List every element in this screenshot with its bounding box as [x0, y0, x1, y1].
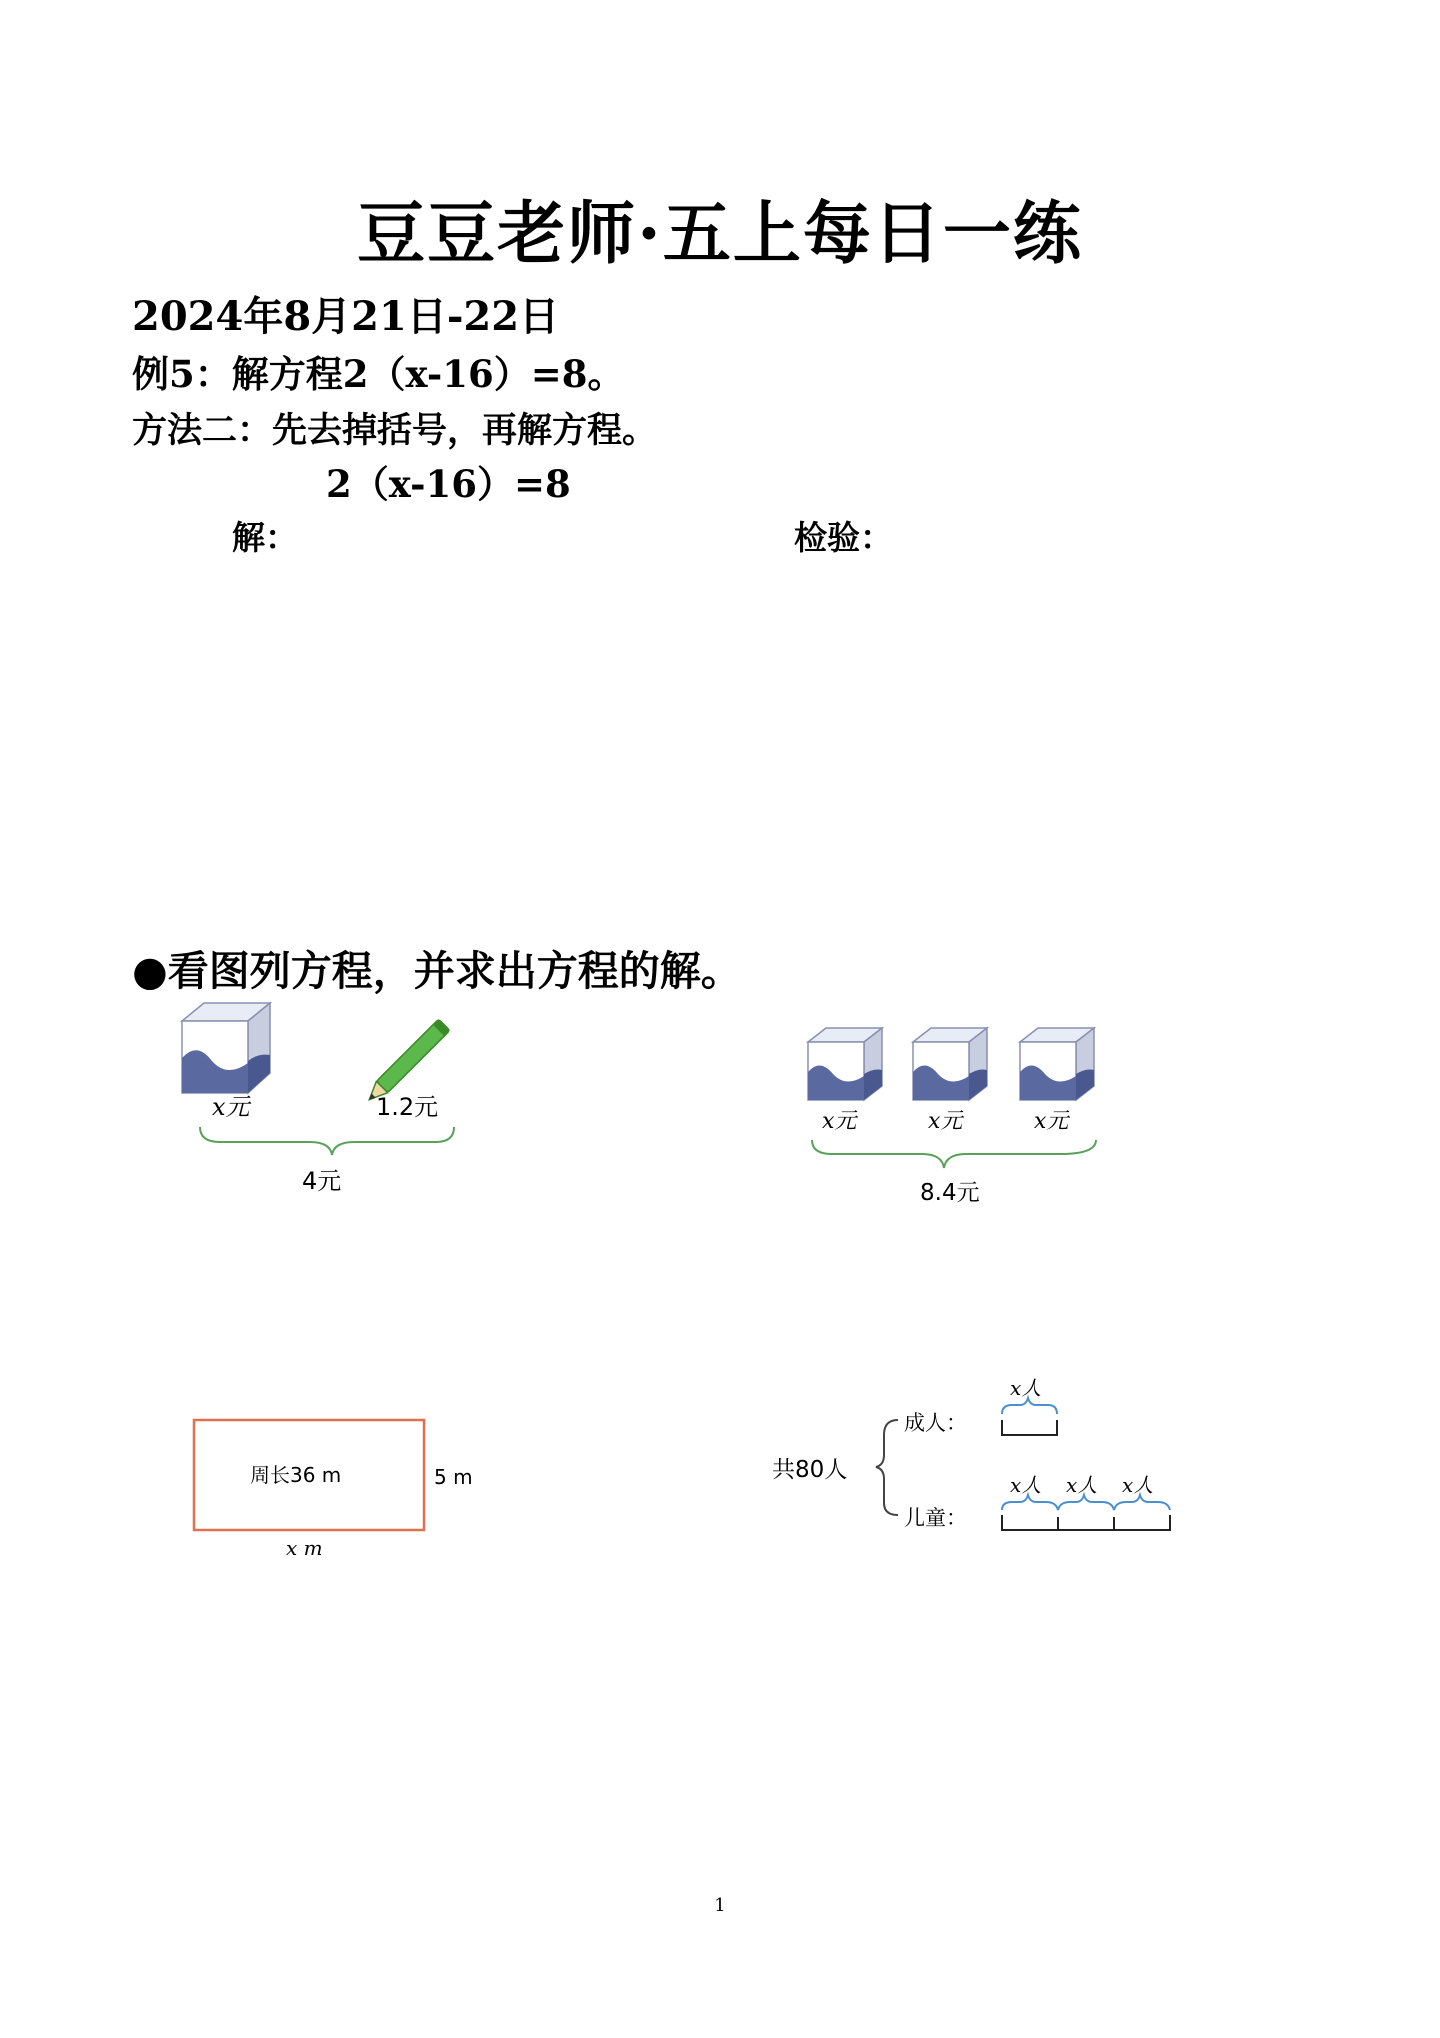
group-brace: [876, 1420, 898, 1515]
total-brace: [812, 1140, 1096, 1168]
page-number: 1: [714, 1895, 726, 1916]
child-label: 儿童：: [904, 1506, 967, 1530]
notebook-price-label: x元: [1034, 1109, 1069, 1134]
adult-label: 成人：: [904, 1411, 967, 1435]
side-length-label: 5 m: [434, 1465, 473, 1489]
problem-2-figure: [800, 1020, 1110, 1210]
notebook-price-label: x元: [928, 1109, 963, 1134]
method-text: 方法二：先去掉括号，再解方程。: [132, 410, 658, 451]
example-label: 例5：解方程2（x-16）=8。: [132, 352, 625, 396]
adult-brace: [1002, 1398, 1057, 1414]
notebook-box-icon: [913, 1028, 987, 1100]
perimeter-label: 周长36 m: [250, 1463, 342, 1487]
pencil-price-label: 1.2元: [376, 1093, 439, 1121]
section-heading: ●看图列方程，并求出方程的解。: [132, 947, 742, 995]
problem-4-figure: [770, 1365, 1180, 1545]
problem-3-figure: [180, 1405, 500, 1575]
child-brace: [1002, 1495, 1170, 1510]
notebook-price-label: x元: [822, 1109, 857, 1134]
child-segment: [1002, 1515, 1170, 1530]
problem-1-figure: [170, 995, 500, 1205]
notebook-price-label: x元: [212, 1093, 250, 1121]
notebook-box-icon: [1020, 1028, 1094, 1100]
adult-segment: [1002, 1420, 1057, 1435]
total-price-label: 4元: [302, 1167, 342, 1195]
bottom-length-label: x m: [286, 1536, 323, 1560]
adult-unit-label: x人: [1010, 1376, 1042, 1400]
notebook-box-icon: [808, 1028, 882, 1100]
page-title: 豆豆老师·五上每日一练: [357, 194, 1083, 274]
child-unit-label: x人: [1010, 1473, 1042, 1497]
equation: 2（x-16）=8: [326, 462, 571, 506]
date-line: 2024年8月21日-22日: [132, 293, 560, 340]
total-price-label: 8.4元: [920, 1180, 980, 1206]
child-unit-label: x人: [1066, 1473, 1098, 1497]
notebook-box-icon: [182, 1003, 270, 1093]
total-people-label: 共80人: [772, 1457, 848, 1483]
total-brace: [200, 1127, 454, 1155]
check-label: 检验：: [794, 518, 893, 557]
solve-label: 解：: [232, 518, 298, 557]
child-unit-label: x人: [1122, 1473, 1154, 1497]
